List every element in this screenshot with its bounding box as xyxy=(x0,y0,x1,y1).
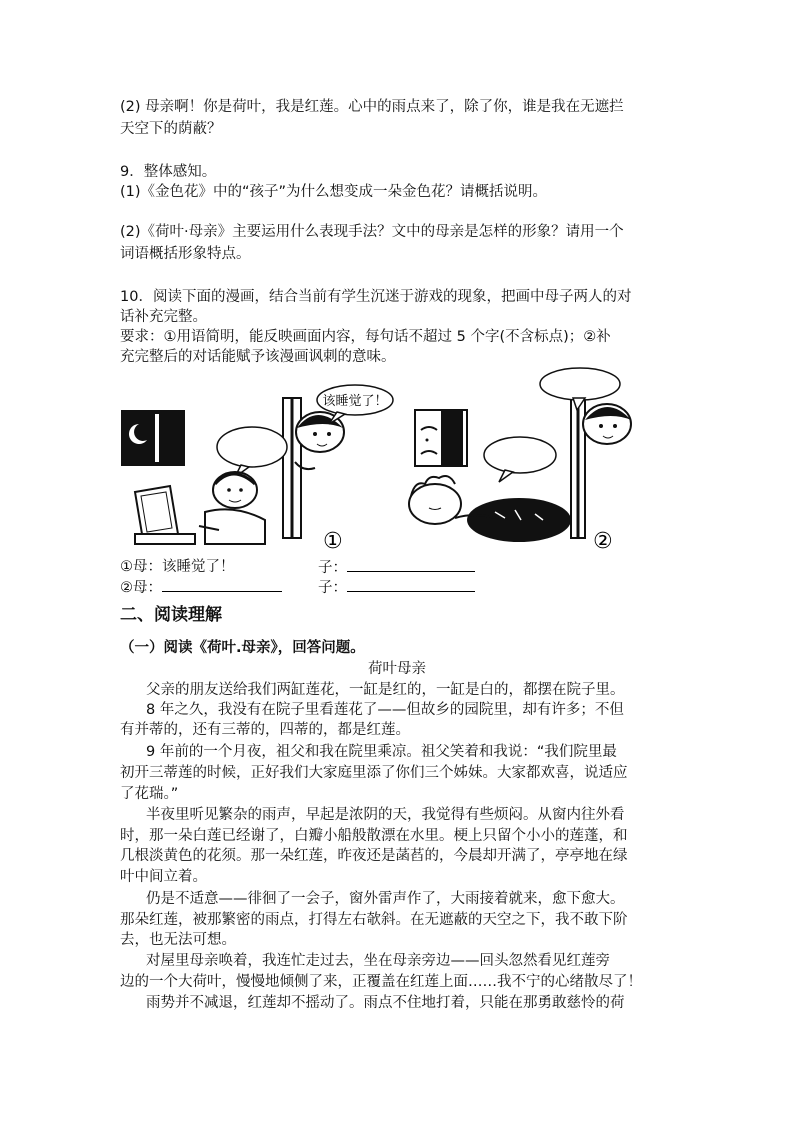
answer-blank-3[interactable] xyxy=(347,577,475,592)
child-speech-bubble-1 xyxy=(217,427,287,477)
passage-p6-line2: 边的一个大荷叶，慢慢地倾侧了来，正覆盖在红莲上面……我不宁的心绪散尽了！ xyxy=(120,974,642,990)
passage-p4-line4: 叶中间立着。 xyxy=(120,869,207,885)
dialog-row-1 xyxy=(120,557,235,577)
passage-p2-line2: 有并蒂的，还有三蒂的，四蒂的，都是红莲。 xyxy=(120,722,410,738)
sleeping-child-icon xyxy=(409,476,571,542)
dialog-row-2-child xyxy=(318,577,475,598)
q8-2-line1: (2) 母亲啊！你是荷叶，我是红莲。心中的雨点来了，除了你，谁是我在无遮拦 xyxy=(120,99,624,115)
q9-part1: (1)《金色花》中的“孩子”为什么想变成一朵金色花？请概括说明。 xyxy=(120,184,548,200)
passage-p1: 父亲的朋友送给我们两缸莲花，一缸是红的，一缸是白的，都摆在院子里。 xyxy=(146,682,625,698)
section-heading: 二、阅读理解 xyxy=(120,605,222,625)
q9-part2-line1: (2)《荷叶·母亲》主要运用什么表现手法？文中的母亲是怎样的形象？请用一个 xyxy=(120,224,624,240)
door-frame-icon-2 xyxy=(571,392,585,538)
passage-p6-line1: 对屋里母亲唤着，我连忙走过去，坐在母亲旁边——回头忽然看见红莲旁 xyxy=(146,953,610,969)
dialog-row2-mom: ②母： xyxy=(120,580,162,596)
passage-p4-line1: 半夜里听见繁杂的雨声，早起是浓阴的天，我觉得有些烦闷。从窗内往外看 xyxy=(146,807,625,823)
panel-1-label: ① xyxy=(323,529,343,554)
passage-p7-line1: 雨势并不减退，红莲却不摇动了。雨点不住地打着，只能在那勇敢慈怜的荷 xyxy=(146,995,625,1011)
q9-part2-line2: 词语概括形象特点。 xyxy=(120,246,251,262)
night-window-icon xyxy=(121,410,185,466)
passage-p5-line3: 去，也无法可想。 xyxy=(120,932,236,948)
mother-figure-icon xyxy=(295,412,344,469)
boy-at-computer-icon xyxy=(135,472,265,544)
passage-p4-line3: 几根淡黄色的花须。那一朵红莲，昨夜还是菡萏的，今晨却开满了，亭亭地在绿 xyxy=(120,848,628,864)
mother-bubble-text: 该睡觉了！ xyxy=(322,394,388,409)
passage-p3-line1: 9 年前的一个月夜，祖父和我在院里乘凉。祖父笑着和我说：“我们院里最 xyxy=(146,744,617,760)
dialog-row-2 xyxy=(120,577,282,598)
passage-p3-line3: 了花瑞。” xyxy=(120,786,179,802)
section-subheading: （一）阅读《荷叶.母亲》，回答问题。 xyxy=(120,640,365,656)
dialog-row1-child-label: 子： xyxy=(318,560,347,576)
q9-title: 9．整体感知。 xyxy=(120,164,217,180)
passage-title: 荷叶母亲 xyxy=(368,661,426,677)
passage-p3-line2: 初开三蒂莲的时候，正好我们大家庭里添了你们三个姊妹。大家都欢喜，说适应 xyxy=(120,765,628,781)
panel-2-label: ② xyxy=(593,529,613,554)
dialog-row-1-child xyxy=(318,557,475,578)
mother-figure-icon-2 xyxy=(583,404,631,444)
q10-line1: 10．阅读下面的漫画，结合当前有学生沉迷于游戏的现象，把画中母子两人的对 xyxy=(120,289,632,305)
passage-p2-line1: 8 年之久，我没有在院子里看莲花了——但故乡的园院里，却有许多；不但 xyxy=(146,702,624,718)
q10-requirement-line2: 充完整后的对话能赋予该漫画讽刺的意味。 xyxy=(120,349,396,365)
passage-p5-line2: 那朵红莲，被那繁密的雨点，打得左右欹斜。在无遮蔽的天空之下，我不敢下阶 xyxy=(120,912,628,928)
passage-p5-line1: 仍是不适意——徘徊了一会子，窗外雷声作了，大雨接着就来，愈下愈大。 xyxy=(146,891,625,907)
q10-requirement-line1: 要求：①用语简明，能反映画面内容，每句话不超过 5 个字(不含标点)；②补 xyxy=(120,329,611,345)
comic-illustration xyxy=(115,362,635,554)
q8-2-line2: 天空下的荫蔽？ xyxy=(120,121,222,137)
day-window-icon xyxy=(415,410,467,466)
passage-p4-line2: 时，那一朵白莲已经谢了，白瓣小船般散漂在水里。梗上只留个小小的莲蓬，和 xyxy=(120,828,628,844)
q10-line2: 话补充完整。 xyxy=(120,309,207,325)
dialog-row1-mom: ①母：该睡觉了！ xyxy=(120,559,235,575)
child-speech-bubble-2 xyxy=(484,437,556,482)
answer-blank-2[interactable] xyxy=(162,577,282,592)
door-frame-icon xyxy=(283,398,301,538)
answer-blank-1[interactable] xyxy=(347,557,475,572)
dialog-row2-child-label: 子： xyxy=(318,580,347,596)
